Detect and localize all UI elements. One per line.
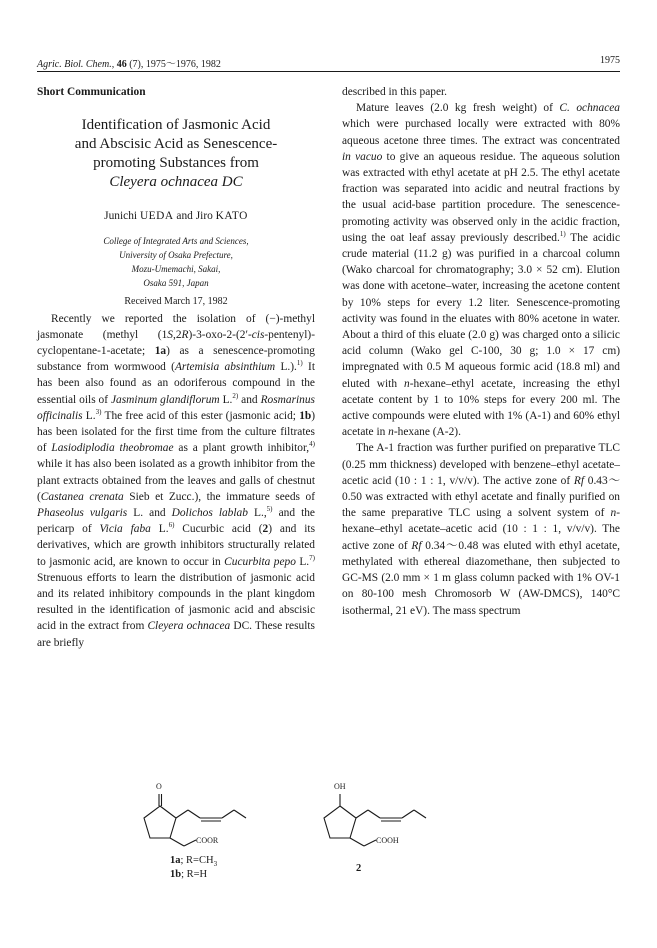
received-date: Received March 17, 1982 [124,296,228,308]
title-line-2: and Abscisic Acid as Senescence- [74,136,278,153]
compound-2-label: 2 [356,863,362,874]
title-line-4: Cleyera ochnacea DC [109,174,243,191]
methods-paragraph-2: The A-1 fraction was further purified on preparative TLC (0.25 mm thickness) developed with benzene–ethyl acetate–acetic acid (10 : 1 : 1, v/v/v). The active zone of Rf 0.43～0.50 was extracted with ethyl acetate and finally purified on the same preparative TLC using a solvent system of n-hexane–ethyl acetate–acetic acid (10 : 1 : 1, v/v/v). The active zone of Rf 0.34～0.48 was eluted with ethyl acetate, methylated with ethereal diazomethane, then subjected to GC-MS (2.0 mm × 1 m glass column packed with 1% OV-1 on 80-100 mesh Chromosorb W (AW-DMCS), 140°C isothermal, 21 eV). The mass spectrum [342,442,620,617]
cyclopentanol-ring [324,806,356,838]
oxo-label: O [156,782,162,791]
authors-prefix: Junichi [104,210,140,223]
affiliation-line-1: College of Integrated Arts and Sciences, [103,236,249,247]
title-line-3: promoting Substances from [93,155,259,172]
chemical-structures [130,782,590,880]
oh-label: OH [334,782,346,791]
right-column [342,84,620,619]
header-rule [37,71,620,72]
methods-paragraph-1: Mature leaves (2.0 kg fresh weight) of C. ochnacea which were purchased locally were extracted with 80% aqueous acetone three times. The extract was concentrated in vacuo to give an aqueous residue. The aqueous solution was extracted with ethyl acetate at pH 2.5. The ethyl acetate fraction was separated into acidic and neutral fractions by the usual acid-base partition procedure. The senescence-promoting activity was observed only in the acidic fraction, using the oat leaf assay previously described.$^{1)}$ The acidic crude material (11.2 g) was purified in a charcoal column (Wako charcoal for chromatography; 3.0 × 52 cm). Elution was done with acetone–water, increasing the acetone content by 10% steps for every 1.2 liter. Senescence-promoting activity was found in the eluates with 80% acetone in water. About a third of this eluate (2.0 g) was charged onto a silicic acid column (Wako gel C-100, 30 g; 1.0 × 17 cm) impregnated with 0.5 M aqueous formic acid (18.8 ml) and eluted with n-hexane–ethyl acetate, increasing the ethyl acetate content by 1 to 10% steps for every 200 ml. The active compounds were eluted with 1% (A-1) and 60% ethyl acetate in n-hexane (A-2). [342,102,621,439]
author-1-surname: UEDA [139,210,174,223]
title-line-1: Identification of Jasmonic Acid [81,117,271,134]
authors-middle: and Jiro [173,210,216,223]
compound-1a-label: 1a; $R=CH_3$ [170,855,218,869]
structure-cucurbic-acid [310,788,460,868]
affiliation-line-3: Mozu-Umemachi, Sakai, [131,264,221,275]
volume: 46 [116,59,127,70]
continued-line: described in this paper. [342,86,448,98]
running-header: Agric. Biol. Chem., 46 (7), 1975～1976, 1982 1975 [37,55,620,70]
left-column [37,84,315,651]
authors [37,208,315,224]
affiliation-line-2: University of Osaka Prefecture, [119,250,233,261]
affiliation [37,234,315,290]
cooh-label: COOH [376,836,399,845]
author-2-surname: KATO [215,210,248,223]
issue-pages-year: (7), 1975～1976, 1982 [129,59,221,70]
page-number: 1975 [600,55,620,66]
affiliation-line-4: Osaka 591, Japan [143,278,209,289]
journal-name: Agric. Biol. Chem. [37,59,112,70]
compound-1b-label: 1b; R=H [170,869,208,880]
coor-label: COOR [196,836,219,845]
intro-paragraph: Recently we reported the isolation of (−)-methyl jasmonate (methyl (1S,2R)-3-oxo-2-(2′-cis-pentenyl)-cyclopentane-1-acetate; 1a) as a senescence-promoting substance from wormwood (Artemisia absinthium L.).$^{1)}$ It has been also found as an odoriferous compound in the essential oils of Jasminum glandiflorum L.$^{2)}$ and Rosmarinus officinalis L.$^{3)}$ The free acid of this ester (jasmonic acid; 1b) has been isolated for the first time from the culture filtrates of Lasiodiplodia theobromae as a plant growth inhibitor,$^{4)}$ while it has also been isolated as a growth inhibitor from the plant extracts obtained from the leaves and galls of chestnut (Castanea crenata Sieb et Zucc.), the immature seeds of Phaseolus vulgaris L. and Dolichos lablab L.,$^{5)}$ and the pericarp of Vicia faba L.$^{6)}$ Cucurbic acid (2) and its derivatives, which are growth inhibitors structurally related to jasmonic acid, are known to occur in Cucurbita pepo L.$^{7)}$ Strenuous efforts to learn the distribution of jasmonic acid and its related inhibitory compounds in the plant kingdom resulted in the identification of jasmonic acid and abscisic acid in the extract from Cleyera ochnacea DC. These results are briefly [37,312,316,649]
cyclopentanone-ring [144,806,176,838]
article-title [37,116,315,192]
section-label: Short Communication [37,86,146,98]
